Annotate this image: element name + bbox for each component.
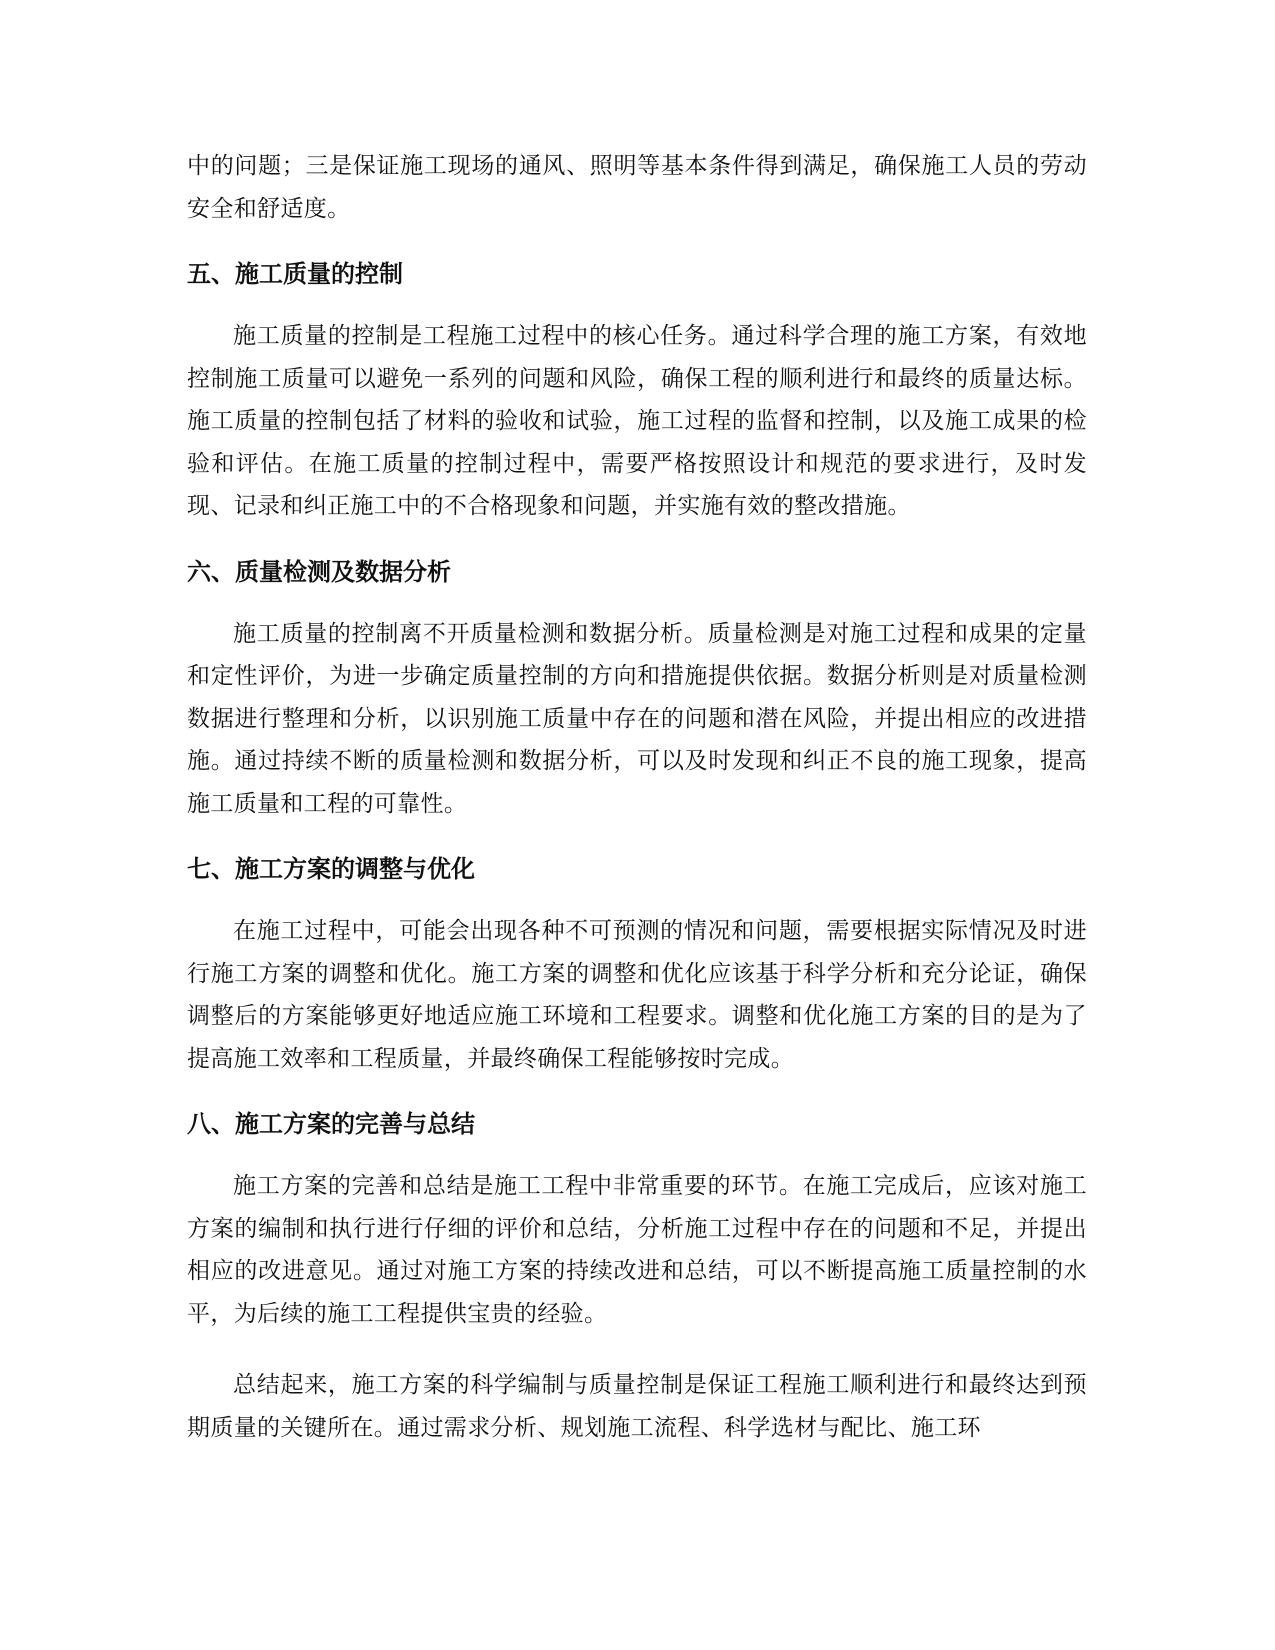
section-paragraph-7: 在施工过程中，可能会出现各种不可预测的情况和问题，需要根据实际情况及时进行施工方案的调整和优化。施工方案的调整和优化应该基于科学分析和充分论证，确保调整后的方案能够更好地适应施工环境和工程要求。调整和优化施工方案的目的是为了提高施工效率和工程质量，并最终确保工程能够按时完成。 bbox=[187, 918, 1087, 1072]
section-heading-5: 五、施工质量的控制 bbox=[187, 260, 403, 288]
section-paragraph-6: 施工质量的控制离不开质量检测和数据分析。质量检测是对施工过程和成果的定量和定性评价，为进一步确定质量控制的方向和措施提供依据。数据分析则是对质量检测数据进行整理和分析，以识别施工质量中存在的问题和潜在风险，并提出相应的改进措施。通过持续不断的质量检测和数据分析，可以及时发现和纠正不良的施工现象，提高施工质量和工程的可靠性。 bbox=[187, 620, 1087, 817]
conclusion-paragraph: 总结起来，施工方案的科学编制与质量控制是保证工程施工顺利进行和最终达到预期质量的关键所在。通过需求分析、规划施工流程、科学选材与配比、施工环 bbox=[187, 1372, 1087, 1441]
section-heading-8: 八、施工方案的完善与总结 bbox=[187, 1110, 475, 1138]
section-paragraph-5: 施工质量的控制是工程施工过程中的核心任务。通过科学合理的施工方案，有效地控制施工质量可以避免一系列的问题和风险，确保工程的顺利进行和最终的质量达标。施工质量的控制包括了材料的验收和试验，施工过程的监督和控制，以及施工成果的检验和评估。在施工质量的控制过程中，需要严格按照设计和规范的要求进行，及时发现、记录和纠正施工中的不合格现象和问题，并实施有效的整改措施。 bbox=[187, 323, 1087, 519]
document-page bbox=[187, 145, 1087, 1449]
section-paragraph-8: 施工方案的完善和总结是施工工程中非常重要的环节。在施工完成后，应该对施工方案的编制和执行进行仔细的评价和总结，分析施工过程中存在的问题和不足，并提出相应的改进意见。通过对施工方案的持续改进和总结，可以不断提高施工质量控制的水平，为后续的施工工程提供宝贵的经验。 bbox=[187, 1173, 1087, 1327]
section-heading-7: 七、施工方案的调整与优化 bbox=[187, 855, 475, 883]
intro-paragraph: 中的问题；三是保证施工现场的通风、照明等基本条件得到满足，确保施工人员的劳动安全和舒适度。 bbox=[187, 153, 1087, 222]
section-heading-6: 六、质量检测及数据分析 bbox=[187, 557, 451, 586]
